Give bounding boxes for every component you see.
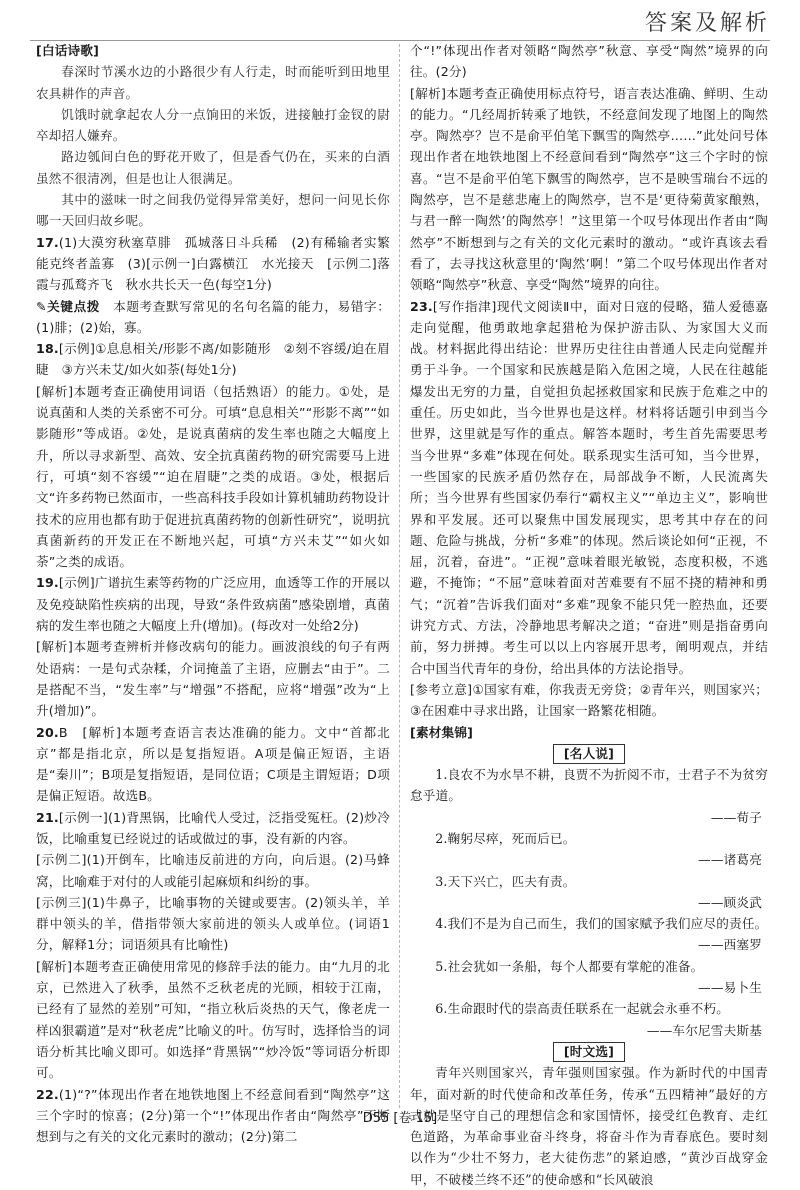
- quote-text: 5.社会犹如一条船，每个人都要有掌舵的准备。: [435, 958, 704, 974]
- quote-text: 3.天下兴亡，匹夫有责。: [435, 873, 576, 889]
- q17-keypoint: [36, 296, 390, 339]
- q20-answer: [36, 722, 390, 807]
- quote-author: ——荀子: [710, 809, 762, 825]
- page-footer: D55 [卷 15]: [362, 1111, 438, 1126]
- quotes-title: [名人说]: [553, 744, 625, 764]
- q18-answer: [36, 338, 390, 381]
- q21-example-2: [示例二](1)开倒车，比喻违反前进的方向，向后退。(2)马蜂窝，比喻难于对付的人或能引起麻烦和纠纷的事。: [36, 852, 390, 889]
- quote-text: 1.良农不为水旱不耕，良贾不为折阅不市，士君子不为贫穷怠乎道。: [410, 767, 768, 804]
- quote-text: 4.我们不是为自己而生，我们的国家赋予我们应尽的责任。: [435, 916, 768, 932]
- q21-number: 21.: [36, 809, 59, 825]
- q21-example-3: [示例三](1)牛鼻子，比喻事物的关键或要害。(2)领头羊，羊群中领头的羊，借指带领大家前进的领头人或单位。(词语1分，解释1分；词语须具有比喻性): [36, 894, 390, 953]
- baihua-line: 春深时节溪水边的小路很少有人行走，时而能听到田地里农具耕作的声音。: [36, 64, 390, 101]
- q18-text: [示例]①息息相关/形影不离/如影随形 ②刻不容缓/迫在眉睫 ③方兴未艾/如火如荼(每处1分): [36, 341, 390, 378]
- quote-text: 6.生命跟时代的崇高责任联系在一起就会永垂不朽。: [435, 1001, 730, 1017]
- q20-text: B [解析]本题考查语言表达准确的能力。文中“首都北京”都是指北京，所以是复指短语。A项是偏正短语，主语是“秦川”；B项是复指短语，是同位语；C项是主谓短语；D项是偏正短语。故选B。: [36, 724, 390, 804]
- q18-analysis: [解析]本题考查正确使用词语（包括熟语）的能力。①处，是说真菌和人类的关系密不可分。可填“息息相关”“形影不离”“如影随形”等成语。②处，是说真菌病的发生率也随之大幅度上升，所以寻求新型、高效、安全抗真菌药物的研究需要马上进行，可填“刻不容缓”“迫在眉睫”之类的成语。③处，根据后文“许多药物已然面市，一些高科技手段如计算机辅助药物设计技术的应用也都有助于促进抗真菌药物的创新性研究”，说明抗真菌新药的开发正在不断地兴起，可填“方兴未艾”“如火如荼”之类的成语。: [36, 383, 390, 570]
- baihua-line: 路边瓠间白色的野花开败了，但是香气仍在，买来的白酒虽然不很清冽，但是也让人很满足。: [36, 149, 390, 186]
- q19-analysis: [解析]本题考查辨析并修改病句的能力。画波浪线的句子有两处语病：一是句式杂糅，介词掩盖了主语，应删去“由于”。二是搭配不当，“发生率”与“增强”不搭配，应将“增强”改为“上升(增加)”。: [36, 639, 390, 719]
- q17-text: (1)大漠穷秋塞草腓 孤城落日斗兵稀 (2)有稀输者实繁 能克终者盖寡 (3)[示例一]白露横江 水光接天 [示例二]落霞与孤鹜齐飞 秋水共长天一色(每空1分): [36, 234, 403, 293]
- q22-analysis: [解析]本题考查正确使用标点符号，语言表达准确、鲜明、生动的能力。“几经周折转乘了地铁，不经意间发现了地图上的陶然亭。陶然亭？岂不是俞平伯笔下飘雪的陶然亭……”此处问号体现出作者在地铁地图上不经意间看到“陶然亭”这三个字时的惊喜。“岂不是俞平伯笔下飘雪的陶然亭，岂不是映雪瑞台不远的陶然亭，岂不是慈悲庵上的陶然亭，岂不是‘更待菊黄家酿熟，与君一醉一陶然’的陶然亭！”这里第一个叹号体现出作者由“陶然亭”不断想到与之有关的文化元素时的激动。“或许真该去看看了，去寻找这秋意里的‘陶然’啊！”第二个叹号体现出作者对领略“陶然亭”秋意、享受“陶然”境界的向往。: [410, 85, 768, 293]
- q23-number: 23.: [410, 298, 433, 314]
- q21-answer: [36, 807, 390, 850]
- keypoint-label: 关键点拨: [46, 298, 100, 314]
- q22-number: 22.: [36, 1086, 59, 1102]
- quotes-title-box: [410, 743, 768, 764]
- baihua-line: 其中的滋味一时之间我仍觉得异常美好，想问一问见长你哪一天回归故乡呢。: [36, 192, 390, 229]
- q19-number: 19.: [36, 575, 59, 591]
- q23-answer: [410, 296, 768, 679]
- essay-title: [时文选]: [553, 1042, 625, 1062]
- q22-continued: 个“!”体现出作者对领略“陶然亭”秋意、享受“陶然”境界的向往。(2分): [410, 43, 768, 80]
- q19-answer: [36, 572, 390, 636]
- baihua-line: 饥饿时就拿起农人分一点饷田的米饭，进接触打金钗的尉卒却招人嫌弃。: [36, 106, 390, 144]
- q20-number: 20.: [36, 724, 59, 740]
- column-divider: [399, 44, 400, 1108]
- baihua-tag: [白话诗歌]: [36, 43, 100, 58]
- pencil-icon: ✎: [36, 298, 47, 314]
- q21-analysis: [解析]本题考查正确使用常见的修辞手法的能力。由“九月的北京，已然进入了秋季，虽然不乏秋老虎的光顾，相较于江南，已经有了显然的差别”可知，“指立秋后炎热的天气，像老虎一样凶狠霸道”是对“秋老虎”比喻义的叶。仿写时，选择恰当的词语分析其比喻义即可。如选择“背黑锅”“炒冷饭”等词语分析即可。: [36, 958, 390, 1081]
- quote-author: ——车尔尼雪夫斯基: [646, 1022, 762, 1038]
- q23-reference: [参考立意]①国家有难，你我责无旁贷；②青年兴，则国家兴；③在困难中寻求出路，让国家一路繁花相随。: [410, 681, 768, 719]
- q17-number: 17.: [36, 234, 59, 250]
- q18-number: 18.: [36, 341, 59, 357]
- right-column: [410, 40, 768, 1190]
- quote-author: ——易卜生: [698, 980, 762, 996]
- quote-text: 2.鞠躬尽瘁，死而后已。: [435, 830, 576, 846]
- q22-text: (1)“?”体现出作者在地铁地图上不经意间看到“陶然亭”这三个字时的惊喜；(2分)第一个“!”体现出作者由“陶然亭”不断想到与之有关的文化元素时的激动；(2分)第二: [36, 1086, 390, 1145]
- keypoint-text: 本题考查默写常见的名句名篇的能力，易错字：(1)腓；(2)始，寡。: [36, 298, 390, 335]
- quote-author: ——西塞罗: [698, 937, 762, 953]
- material-title: [素材集锦]: [410, 724, 474, 740]
- page-header-title: 答案及解析: [644, 11, 770, 36]
- q19-text: [示例]广谱抗生素等药物的广泛应用，血透等工作的开展以及免疫缺陷性疾病的出现，导致“条件致病菌”感染剧增，真菌病的发生率也随之大幅度上升(增加)。(每改对一处给2分): [36, 575, 390, 634]
- q17-answer: [36, 232, 403, 296]
- q23-writing-guide: [写作指津]现代文阅读Ⅱ中，面对日寇的侵略，猫人爱德嘉走向觉醒，他勇敢地拿起猎枪为保护游击队、为家国大义而战。材料据此得出结论：世界历史往往由普通人民走向觉醒并勇于斗争。一个国家和民族越是陷入危困之境，人民在往越能爆发出无穷的力量，自觉担负起拯救国家和民族于危难之中的重任。历史如此，当今世界也是这样。材料将话题引申到当今世界，这里就是写作的重点。解答本题时，考生首先需要思考当今世界“多难”体现在何处。联系现实生活可知，当今世界，一些国家的民族矛盾仍然存在，局部战争不断，人民流离失所；当今世界有些国家仍奉行“霸权主义”“单边主义”，影响世界和平发展。还可以聚焦中国发展现实，思考其中存在的问题、危险与挑战，分析“多难”的体现。然后谈论如何“正视，不屈，沉着，奋进”。“正视”意味着眼光敏锐，态度积极，不逃避，不掩饰；“不屈”意味着面对苦难要有不屈不挠的精神和勇气；“沉着”告诉我们面对“多难”现象不能只凭一腔热血，还要讲究方式、方法，冷静地思考解决之道；“奋进”则是指奋勇向前，努力拼搏。考生可以以上内容展开思考，阐明观点，并结合中国当代青年的身份，给出具体的方法论指导。: [410, 298, 768, 676]
- essay-title-box: [410, 1041, 768, 1062]
- quote-author: ——顾炎武: [698, 894, 762, 910]
- essay-text: 青年兴则国家兴，青年强则国家强。作为新时代的中国青年，面对新的时代使命和改革任务，传承“五四精神”最好的方式就是坚守自己的理想信念和家国情怀，接受红色教育、走红色道路，为革命事业奋斗终身，将奋斗作为青春底色。要时刻以作为“少壮不努力，老大徒伤悲”的紧迫感，“黄沙百战穿金甲，不破楼兰终不还”的使命感和“长风破浪: [410, 1065, 768, 1187]
- q21-example-1: [示例一](1)背黑锅，比喻代人受过，泛指受冤枉。(2)炒冷饭，比喻重复已经说过的话或做过的事，没有新的内容。: [36, 809, 390, 846]
- quote-author: ——诸葛亮: [698, 852, 762, 868]
